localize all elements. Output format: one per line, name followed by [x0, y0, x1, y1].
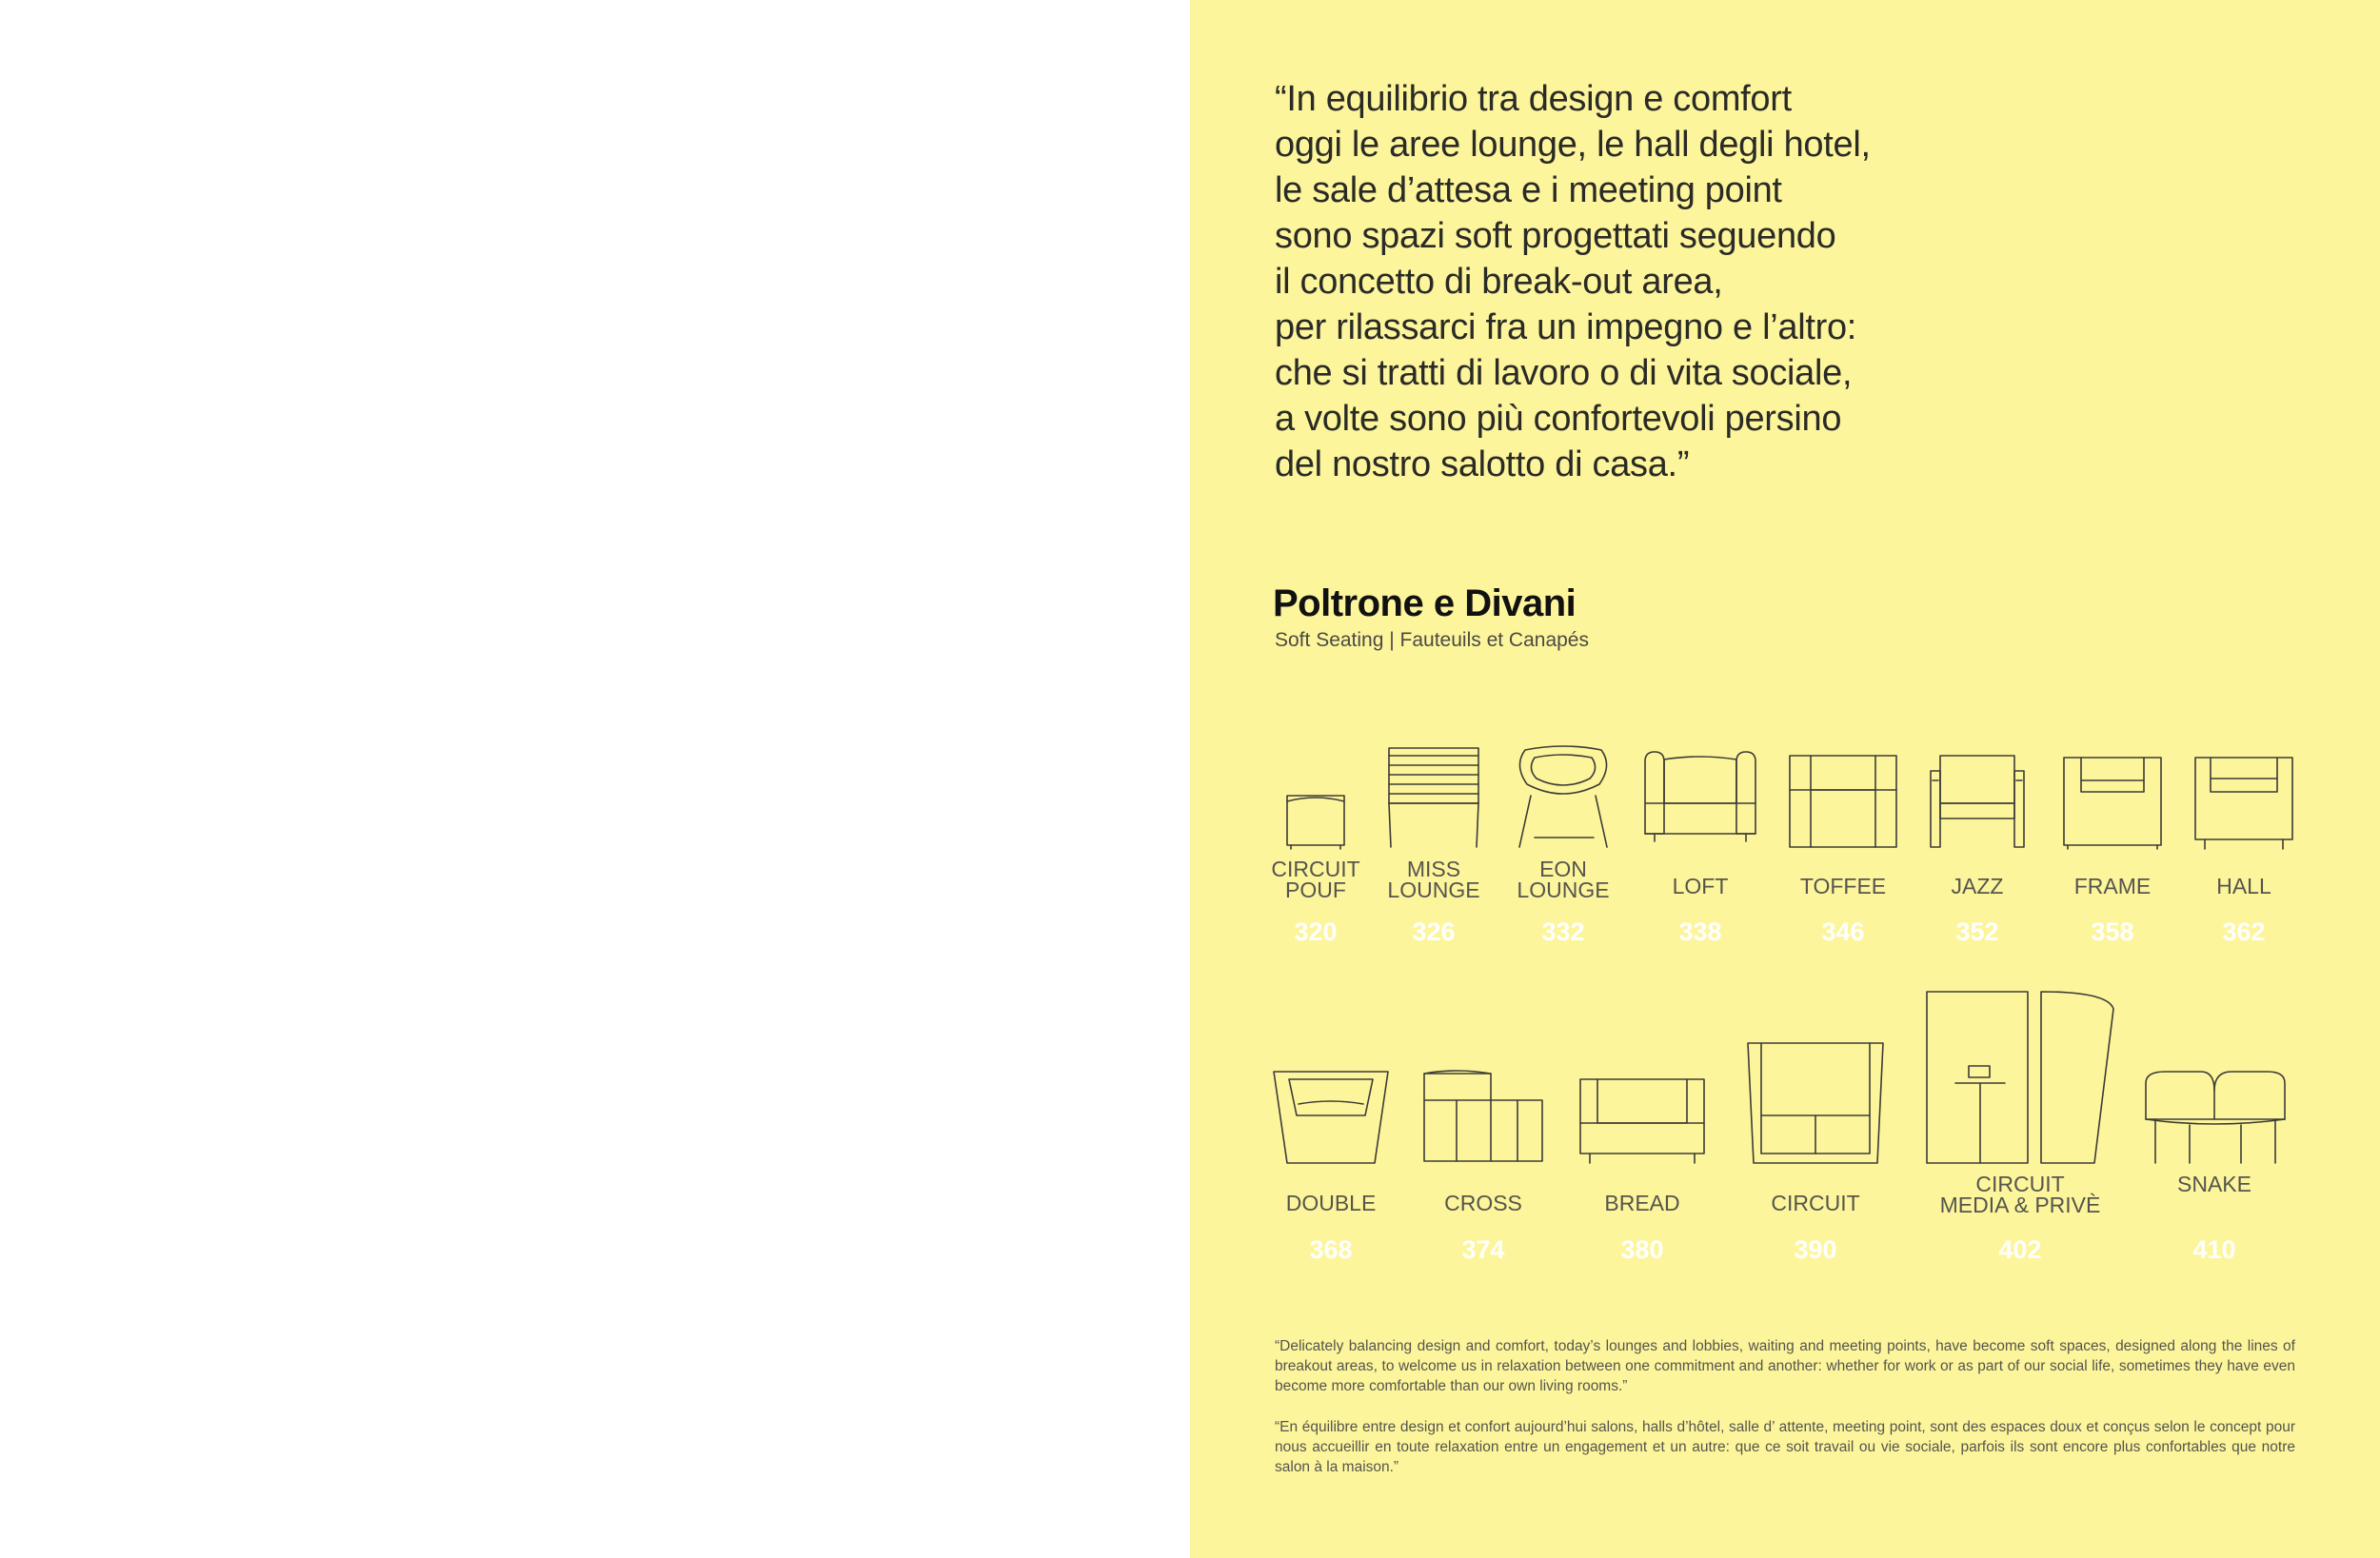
booth-icon: [1923, 986, 2117, 1167]
product-name: JAZZ: [1951, 874, 2004, 898]
armchair-icon: [1786, 742, 1900, 852]
product-eon-lounge[interactable]: [1514, 742, 1613, 952]
pouf-icon: [1266, 742, 1365, 852]
armchair-icon: [2192, 742, 2296, 852]
high-back-sofa-icon: [1744, 986, 1887, 1167]
product-name: BREAD: [1604, 1191, 1680, 1215]
page-number: 390: [1794, 1235, 1837, 1264]
product-snake[interactable]: [2136, 986, 2292, 1272]
tub-chair-icon: [1270, 986, 1392, 1167]
product-double[interactable]: [1270, 986, 1392, 1272]
product-loft[interactable]: [1641, 742, 1759, 952]
product-name: DOUBLE: [1285, 1191, 1377, 1215]
quote-line: il concetto di break-out area,: [1275, 262, 1723, 302]
modular-seat-icon: [1418, 986, 1548, 1167]
page-number: 402: [1998, 1235, 2042, 1264]
product-frame[interactable]: [2060, 742, 2165, 952]
product-jazz[interactable]: [1927, 742, 2028, 952]
product-name: CIRCUIT MEDIA & PRIVÈ: [1939, 1172, 2101, 1217]
page-number: 320: [1294, 917, 1338, 946]
product-miss-lounge[interactable]: [1385, 742, 1482, 952]
quote-line: sono spazi soft progettati seguendo: [1275, 216, 1836, 256]
english-paragraph: “Delicately balancing design and comfort, today’s lounges and lobbies, waiting and meeting points, have become soft spaces, designed along the lines of breakout areas, to welcome us in relaxation between one commitment and another: whether for work or as part of our social life, sometimes they have even become more comfortable than our own living rooms.”: [1275, 1338, 2295, 1394]
sofa-icon: [1641, 742, 1759, 852]
armchair-icon: [1577, 986, 1708, 1167]
page-number: 352: [1955, 917, 1999, 946]
product-toffee[interactable]: [1786, 742, 1900, 952]
page-number: 410: [2192, 1235, 2236, 1264]
product-name: SNAKE: [2177, 1172, 2251, 1196]
product-name: EON LOUNGE: [1517, 857, 1610, 902]
page-number: 380: [1620, 1235, 1664, 1264]
page-number: 362: [2222, 917, 2266, 946]
bench-sofa-icon: [2136, 986, 2292, 1167]
product-name: MISS LOUNGE: [1387, 857, 1480, 902]
product-name: FRAME: [2073, 874, 2152, 898]
page-number: 332: [1541, 917, 1585, 946]
page-number: 368: [1309, 1235, 1353, 1264]
section-subtitle: Soft Seating | Fauteuils et Canapés: [1275, 629, 1589, 651]
product-name: CIRCUIT: [1771, 1191, 1860, 1215]
product-circuit-media-prive[interactable]: [1923, 986, 2117, 1272]
product-name: CIRCUIT POUF: [1271, 857, 1360, 902]
product-name: TOFFEE: [1799, 874, 1887, 898]
page-number: 338: [1678, 917, 1722, 946]
page-number: 358: [2091, 917, 2134, 946]
armchair-icon: [2060, 742, 2165, 852]
product-circuit-pouf[interactable]: [1266, 742, 1365, 952]
shell-chair-icon: [1514, 742, 1613, 852]
quote-line: a volte sono più confortevoli persino: [1275, 399, 1842, 439]
french-paragraph: “En équilibre entre design et confort aujourd’hui salons, halls d’hôtel, salle d’ attente, meeting point, sont des espaces doux et conçus selon le concept pour nous accueillir en toute relaxation entre un engagement et un autre: que ce soit travail ou vie sociale, parfois ils sont encore plus confortables que notre salon à la maison.”: [1275, 1419, 2295, 1475]
product-bread[interactable]: [1577, 986, 1708, 1272]
product-name: HALL: [2216, 874, 2271, 898]
section-title: Poltrone e Divani: [1273, 582, 1577, 624]
lounge-chair-icon: [1385, 742, 1482, 852]
quote-line: del nostro salotto di casa.”: [1275, 444, 1690, 484]
quote-line: per rilassarci fra un impegno e l’altro:: [1275, 307, 1857, 347]
italian-quote: [1275, 76, 1998, 487]
page-number: 346: [1821, 917, 1865, 946]
quote-line: le sale d’attesa e i meeting point: [1275, 170, 1782, 210]
product-cross[interactable]: [1418, 986, 1548, 1272]
quote-line: che si tratti di lavoro o di vita sociale,: [1275, 353, 1853, 393]
quote-line: “In equilibrio tra design e comfort: [1275, 79, 1792, 119]
product-name: CROSS: [1444, 1191, 1522, 1215]
product-circuit[interactable]: [1744, 986, 1887, 1272]
page-number: 374: [1461, 1235, 1505, 1264]
quote-line: oggi le aree lounge, le hall degli hotel,: [1275, 125, 1871, 165]
page-number: 326: [1412, 917, 1456, 946]
armchair-icon: [1927, 742, 2028, 852]
product-hall[interactable]: [2192, 742, 2296, 952]
product-name: LOFT: [1672, 874, 1729, 898]
